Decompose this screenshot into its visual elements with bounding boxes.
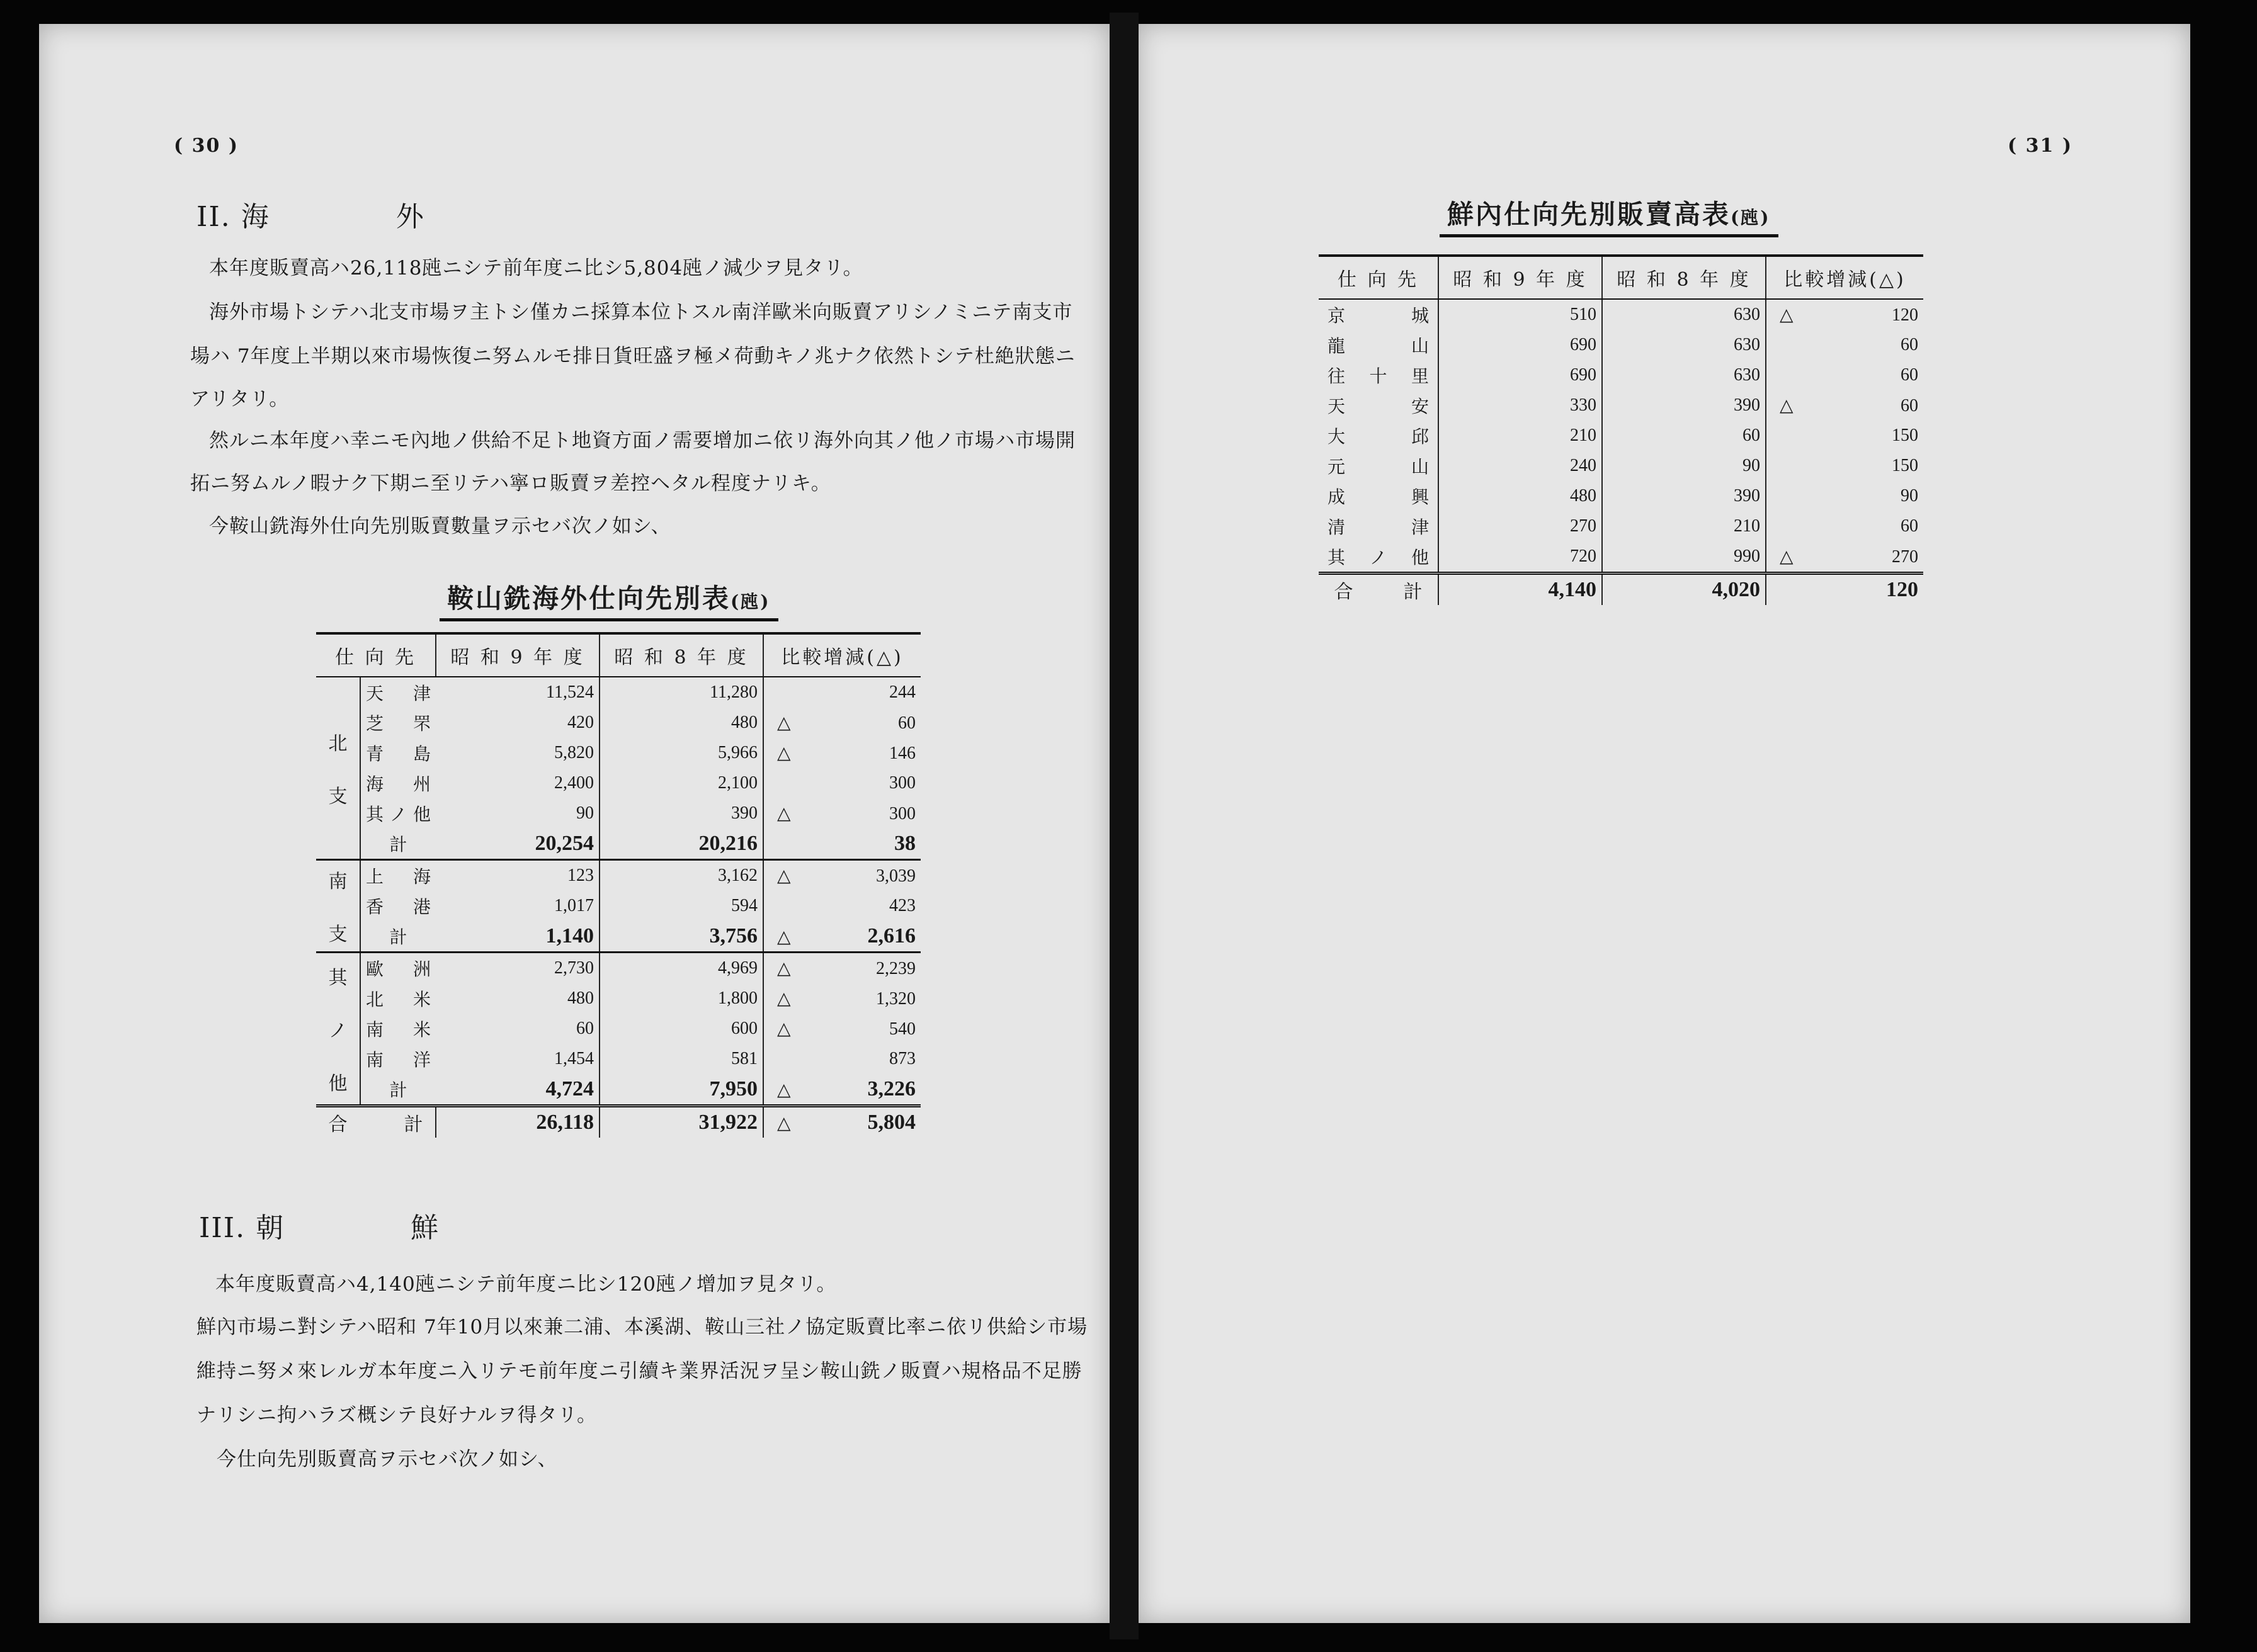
- paragraph: 今鞍山銑海外仕向先別販賣數量ヲ示セバ次ノ如シ、: [209, 515, 671, 538]
- diff-value: 60: [1901, 365, 1918, 385]
- table-unit: (瓲): [731, 591, 771, 612]
- fy8-cell: 210: [1602, 511, 1766, 541]
- diff-value: 120: [1892, 305, 1918, 325]
- fy9-cell: 123: [436, 860, 600, 891]
- destination-cell: 南洋: [360, 1044, 436, 1074]
- grand-total-label: [316, 1106, 436, 1138]
- diff-cell: [763, 798, 921, 829]
- diff-cell: [763, 953, 921, 984]
- fy9-cell: 1,454: [554, 1049, 594, 1068]
- fy8-cell: 630: [1602, 299, 1766, 330]
- diff-value: 60: [1901, 516, 1918, 536]
- decrease-triangle-icon: △: [777, 713, 791, 733]
- table-row: [316, 738, 921, 768]
- diff-value: 150: [1892, 426, 1918, 445]
- section-number: II.: [196, 201, 231, 233]
- decrease-triangle-icon: △: [1780, 305, 1794, 325]
- table-row: [316, 860, 921, 891]
- column-header: 昭 和 9 年 度: [436, 633, 600, 677]
- fy8-cell: 60: [1602, 421, 1766, 451]
- fy9-cell: 270: [1438, 511, 1602, 541]
- fy8-cell: 630: [1602, 330, 1766, 360]
- table-header-row: [316, 633, 921, 677]
- fy8-cell: 90: [1602, 451, 1766, 481]
- diff-cell: [1766, 481, 1923, 511]
- decrease-triangle-icon: △: [1780, 396, 1794, 416]
- destination-cell: 香港: [360, 891, 436, 921]
- fy9-cell: 11,524: [546, 682, 594, 702]
- destination-cell: 元山: [1327, 456, 1429, 477]
- diff-value: 60: [898, 713, 916, 733]
- fy8-total: 4,020: [1602, 574, 1766, 606]
- page-number: ( 31 ): [2008, 135, 2073, 157]
- paragraph: 場ハ 7年度上半期以來市場恢復ニ努ムルモ排日貨旺盛ヲ極メ荷動キノ兆ナク依然トシテ杜絶狀態ニ: [190, 345, 1076, 368]
- total-label-char: 計: [1403, 581, 1423, 603]
- fy8-cell: 3,756: [600, 921, 763, 953]
- diff-cell: [763, 983, 921, 1014]
- destination-cell: 其ノ他: [360, 798, 436, 829]
- diff-cell: [763, 1074, 921, 1106]
- diff-value: 120: [1886, 578, 1918, 601]
- section-number: III.: [199, 1212, 246, 1244]
- paragraph: 本年度販賣高ハ4,140瓲ニシテ前年度ニ比シ120瓲ノ增加ヲ見タリ。: [215, 1273, 837, 1296]
- region-char: ノ: [328, 1020, 348, 1042]
- diff-value: 2,616: [867, 924, 916, 948]
- section-heading-overseas: [196, 194, 425, 234]
- destination-cell: 青島: [360, 738, 436, 768]
- paragraph: アリタリ。: [190, 388, 290, 410]
- right-page: [1139, 24, 2190, 1623]
- paragraph: ナリシニ拘ハラズ概シテ良好ナルヲ得タリ。: [196, 1404, 597, 1427]
- section-title-char: 朝: [256, 1212, 285, 1244]
- decrease-triangle-icon: △: [777, 927, 791, 947]
- column-header: 昭 和 8 年 度: [600, 633, 763, 677]
- diff-cell: [763, 921, 921, 953]
- diff-cell: [1766, 330, 1923, 360]
- diff-cell: [1766, 421, 1923, 451]
- destination-cell: 成興: [1327, 487, 1429, 507]
- fy8-total: 31,922: [600, 1106, 763, 1138]
- destination-cell: 芝罘: [360, 708, 436, 738]
- table-body: [316, 677, 921, 1138]
- destination-cell: 往十里: [1327, 366, 1429, 387]
- region-cell: [316, 677, 360, 860]
- destination-cell: 京城: [1327, 305, 1429, 326]
- diff-value: 873: [889, 1049, 916, 1068]
- diff-value: 2,239: [876, 959, 916, 978]
- fy8-cell: 581: [600, 1044, 763, 1074]
- diff-value: 423: [889, 896, 916, 915]
- fy8-cell: 990: [1602, 541, 1766, 574]
- fy8-cell: 5,966: [600, 738, 763, 768]
- region-char: 支: [328, 786, 348, 808]
- column-header: 比較增減(△): [763, 633, 921, 677]
- fy9-cell: 690: [1438, 330, 1602, 360]
- destination-cell: 計: [360, 1074, 436, 1106]
- destination-cell: 天安: [1327, 396, 1429, 417]
- paragraph: 本年度販賣高ハ26,118瓲ニシテ前年度ニ比シ5,804瓲ノ減少ヲ見タリ。: [209, 257, 863, 280]
- destination-cell: 清津: [1327, 517, 1429, 538]
- destination-cell: 其ノ他: [1327, 547, 1429, 568]
- diff-cell: [763, 860, 921, 891]
- diff-cell: [763, 768, 921, 798]
- fy9-cell: 420: [567, 713, 594, 732]
- decrease-triangle-icon: △: [1780, 547, 1794, 567]
- diff-value: 60: [1901, 396, 1918, 416]
- section-title-char: 海: [241, 201, 270, 233]
- destination-cell: 計: [360, 829, 436, 860]
- fy8-cell: 1,800: [600, 983, 763, 1014]
- page-number: ( 30 ): [174, 135, 239, 157]
- fy8-cell: 3,162: [600, 860, 763, 891]
- table-row: [1319, 511, 1923, 541]
- table-row: [316, 983, 921, 1014]
- diff-cell: [763, 1014, 921, 1044]
- diff-cell: [1766, 299, 1923, 330]
- fy9-cell: 60: [576, 1019, 594, 1038]
- table-title: [1440, 194, 1778, 237]
- diff-value: 5,804: [867, 1111, 916, 1134]
- fy9-cell: 1,017: [554, 896, 594, 915]
- total-label-char: 合: [1334, 581, 1353, 603]
- destination-cell: 計: [360, 921, 436, 953]
- table-row: [316, 1044, 921, 1074]
- fy8-cell: 630: [1602, 360, 1766, 390]
- fy9-cell: 510: [1438, 299, 1602, 330]
- fy9-cell: 1,140: [545, 924, 594, 948]
- region-char: 他: [328, 1073, 348, 1095]
- column-header: 仕 向 先: [1319, 256, 1438, 299]
- decrease-triangle-icon: △: [777, 989, 791, 1009]
- fy9-cell: 20,254: [535, 832, 594, 855]
- region-char: 支: [328, 924, 348, 946]
- table-row: [1319, 421, 1923, 451]
- table-unit: (瓲): [1731, 207, 1771, 228]
- subtotal-row: [316, 1074, 921, 1106]
- table-header-row: [1319, 256, 1923, 299]
- grand-total-row: [316, 1106, 921, 1138]
- fy9-cell: 90: [576, 803, 594, 823]
- region-char: 其: [328, 967, 348, 989]
- decrease-triangle-icon: △: [777, 1080, 791, 1100]
- diff-cell: [763, 738, 921, 768]
- diff-value: 270: [1892, 547, 1918, 567]
- diff-value: 38: [894, 832, 916, 855]
- section-title-char: 鮮: [411, 1212, 440, 1244]
- fy9-cell: 5,820: [554, 743, 594, 762]
- diff-value: 300: [889, 804, 916, 823]
- subtotal-row: [316, 921, 921, 953]
- table-row: [1319, 451, 1923, 481]
- destination-cell: 上海: [360, 860, 436, 891]
- paragraph: 拓ニ努ムルノ暇ナク下期ニ至リテハ寧ロ販賣ヲ差控ヘタル程度ナリキ。: [190, 472, 831, 495]
- grand-total-label: [1319, 574, 1438, 606]
- table-row: [316, 891, 921, 921]
- diff-value: 540: [889, 1019, 916, 1039]
- destination-cell: 南米: [360, 1014, 436, 1044]
- table-title-text: 鮮內仕向先別販賣高表: [1447, 199, 1731, 230]
- decrease-triangle-icon: △: [777, 866, 791, 886]
- diff-value: 3,226: [867, 1077, 916, 1100]
- destination-cell: 歐洲: [360, 953, 436, 984]
- fy9-cell: 210: [1438, 421, 1602, 451]
- diff-value: 60: [1901, 335, 1918, 354]
- diff-cell: [1766, 511, 1923, 541]
- paragraph: 海外市場トシテハ北支市場ヲ主トシ僅カニ採算本位トスル南洋歐米向販賣アリシノミニテ南支市: [209, 301, 1073, 324]
- destination-cell: 北米: [360, 983, 436, 1014]
- total-label-char: 合: [328, 1114, 348, 1136]
- diff-cell: [763, 829, 921, 860]
- section-heading-korea: [199, 1205, 440, 1245]
- fy8-cell: 4,969: [600, 953, 763, 984]
- column-header: 仕 向 先: [316, 633, 436, 677]
- diff-cell: [763, 708, 921, 738]
- fy8-cell: 11,280: [600, 677, 763, 708]
- grand-total-row: [1319, 574, 1923, 606]
- region-cell: [316, 860, 360, 953]
- destination-cell: 龍山: [1327, 336, 1429, 356]
- diff-value: 146: [889, 744, 916, 763]
- paragraph: 今仕向先別販賣高ヲ示セバ次ノ如シ、: [217, 1448, 558, 1471]
- diff-cell: [1766, 541, 1923, 574]
- decrease-triangle-icon: △: [777, 959, 791, 978]
- table-row: [316, 677, 921, 708]
- column-header: 比較增減(△): [1766, 256, 1923, 299]
- table-row: [316, 708, 921, 738]
- fy8-cell: 2,100: [600, 768, 763, 798]
- fy9-cell: 480: [567, 988, 594, 1008]
- region-char: 北: [328, 733, 348, 755]
- fy8-cell: 594: [600, 891, 763, 921]
- fy8-cell: 390: [600, 798, 763, 829]
- fy9-cell: 480: [1438, 481, 1602, 511]
- fy9-cell: 690: [1438, 360, 1602, 390]
- diff-value: 90: [1901, 486, 1918, 506]
- paragraph: 維持ニ努メ來レルガ本年度ニ入リテモ前年度ニ引續キ業界活況ヲ呈シ鞍山銑ノ販賣ハ規格品不足勝: [196, 1360, 1083, 1383]
- diff-cell: [763, 1044, 921, 1074]
- table-row: [1319, 390, 1923, 421]
- fy9-cell: 2,400: [554, 773, 594, 793]
- region-char: 南: [328, 871, 348, 893]
- left-page: [39, 24, 1110, 1623]
- section-title-char: 外: [395, 201, 425, 233]
- diff-cell: [1766, 360, 1923, 390]
- table-title: [440, 578, 778, 621]
- diff-cell: [763, 677, 921, 708]
- fy9-cell: 4,724: [545, 1077, 594, 1100]
- total-label-char: 計: [404, 1114, 423, 1136]
- fy9-cell: 330: [1438, 390, 1602, 421]
- table-row: [1319, 541, 1923, 574]
- table-row: [316, 768, 921, 798]
- decrease-triangle-icon: △: [777, 1019, 791, 1039]
- diff-cell: [1766, 451, 1923, 481]
- decrease-triangle-icon: △: [777, 1114, 791, 1133]
- fy8-cell: 7,950: [600, 1074, 763, 1106]
- fy9-total: 26,118: [436, 1106, 600, 1138]
- destination-cell: 海州: [360, 768, 436, 798]
- table-body: [1319, 299, 1923, 605]
- decrease-triangle-icon: △: [777, 744, 791, 763]
- table-row: [316, 1014, 921, 1044]
- paragraph: 鮮內市場ニ對シテハ昭和 7年10月以來兼二浦、本溪湖、鞍山三社ノ協定販賣比率ニ依リ供給シ市場: [196, 1316, 1088, 1338]
- table-title-text: 鞍山銑海外仕向先別表: [447, 583, 731, 614]
- fy9-cell: 240: [1438, 451, 1602, 481]
- fy9-cell: 2,730: [436, 953, 600, 984]
- fy8-cell: 20,216: [600, 829, 763, 860]
- paragraph: 然ルニ本年度ハ幸ニモ內地ノ供給不足ト地資方面ノ需要增加ニ依リ海外向其ノ他ノ市場ハ市場開: [209, 429, 1076, 452]
- fy9-total: 4,140: [1438, 574, 1602, 606]
- fy8-cell: 390: [1602, 390, 1766, 421]
- overseas-sales-table: [316, 632, 921, 1138]
- subtotal-row: [316, 829, 921, 860]
- book-spine: [1110, 13, 1139, 1639]
- region-cell: [316, 953, 360, 1106]
- fy8-cell: 600: [600, 1014, 763, 1044]
- fy8-cell: 390: [1602, 481, 1766, 511]
- diff-cell: [1766, 390, 1923, 421]
- table-row: [1319, 330, 1923, 360]
- table-row: [316, 953, 921, 984]
- column-header: 昭 和 9 年 度: [1438, 256, 1602, 299]
- fy8-cell: 480: [600, 708, 763, 738]
- diff-total: [1766, 574, 1923, 606]
- diff-value: 150: [1892, 456, 1918, 475]
- table-row: [316, 798, 921, 829]
- table-row: [1319, 360, 1923, 390]
- diff-value: 1,320: [876, 989, 916, 1009]
- korea-sales-table: [1319, 254, 1923, 605]
- diff-value: 300: [889, 773, 916, 793]
- table-row: [1319, 481, 1923, 511]
- destination-cell: 大邱: [1327, 426, 1429, 447]
- diff-value: 3,039: [876, 866, 916, 886]
- decrease-triangle-icon: △: [777, 804, 791, 823]
- diff-total: [763, 1106, 921, 1138]
- diff-cell: [763, 891, 921, 921]
- destination-cell: 天津: [360, 677, 436, 708]
- column-header: 昭 和 8 年 度: [1602, 256, 1766, 299]
- diff-value: 244: [889, 682, 916, 702]
- fy9-cell: 720: [1438, 541, 1602, 574]
- table-row: [1319, 299, 1923, 330]
